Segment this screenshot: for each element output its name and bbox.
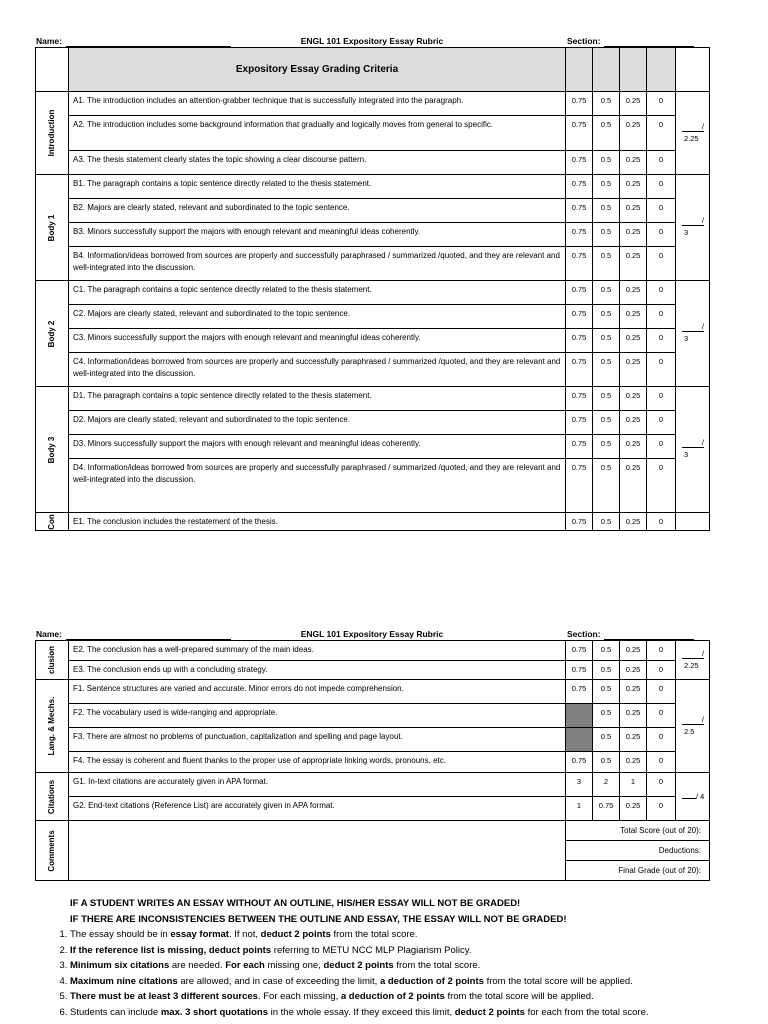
- section-label: Citations: [47, 779, 56, 814]
- score-option[interactable]: 0: [647, 305, 676, 329]
- score-option[interactable]: 0.25: [620, 752, 647, 773]
- deduction-rule: [70, 974, 750, 990]
- score-option[interactable]: 0.75: [566, 513, 593, 531]
- score-option[interactable]: 0.75: [566, 175, 593, 199]
- criterion-text: E2. The conclusion has a well-prepared summary of the main ideas.: [69, 641, 566, 661]
- table-row: [36, 305, 710, 329]
- table-row: [36, 329, 710, 353]
- score-option[interactable]: 0.25: [620, 281, 647, 305]
- score-option[interactable]: 0.25: [620, 305, 647, 329]
- score-option[interactable]: 0.25: [620, 175, 647, 199]
- score-option[interactable]: 0.25: [620, 151, 647, 175]
- section-total-max: 2.5: [684, 726, 695, 736]
- total-head-cell: [676, 48, 710, 92]
- criterion-text: A3. The thesis statement clearly states the topic showing a clear discourse pattern.: [69, 151, 566, 175]
- score-option[interactable]: 0.75: [566, 151, 593, 175]
- rule-text: Maximum nine citations: [70, 975, 178, 987]
- score-option[interactable]: 0: [647, 223, 676, 247]
- name-label: Name:: [36, 36, 62, 46]
- score-option[interactable]: 0.75: [566, 411, 593, 435]
- table-row: [36, 387, 710, 411]
- score-option[interactable]: 0: [647, 387, 676, 411]
- deduction-rule: [70, 989, 750, 1005]
- score-head-cell: [566, 48, 593, 92]
- section-total-max: / 4: [696, 792, 705, 801]
- section-label-cell: [36, 821, 69, 881]
- deductions-label: Deductions:: [566, 841, 710, 861]
- rule-text: deduct 2 points: [260, 929, 331, 940]
- criterion-text: F3. There are almost no problems of punctuation, capitalization and spelling and page layout.: [69, 728, 566, 752]
- comments-field[interactable]: [69, 821, 566, 881]
- section-total: [682, 791, 704, 803]
- criterion-text: A2. The introduction includes some background information that gradually and logically moves from general to specific.: [69, 116, 566, 151]
- section-total: [682, 122, 705, 145]
- name-label: Name:: [36, 629, 62, 639]
- section-label: Lang. & Mechs.: [47, 696, 56, 756]
- section-label-cell: [36, 773, 69, 821]
- section-total: [682, 322, 705, 345]
- section-label: Introduction: [47, 109, 56, 157]
- inconsistency-warning: IF THERE ARE INCONSISTENCIES BETWEEN THE OUTLINE AND ESSAY, THE ESSAY WILL NOT BE GRADED!: [70, 913, 567, 925]
- score-option[interactable]: 0: [647, 435, 676, 459]
- score-option[interactable]: 0: [647, 728, 676, 752]
- rule-text: a deduction of 2 points: [340, 991, 445, 1002]
- score-option[interactable]: 0: [647, 175, 676, 199]
- criterion-text: C2. Majors are clearly stated, relevant and subordinated to the topic sentence.: [69, 305, 566, 329]
- score-option[interactable]: 0.75: [566, 752, 593, 773]
- score-option[interactable]: 0.25: [620, 704, 647, 728]
- score-option[interactable]: 0.75: [566, 353, 593, 387]
- blank-line: /: [682, 715, 704, 725]
- rule-text: Students can include: [70, 1006, 161, 1018]
- section-total: [682, 715, 705, 738]
- score-option[interactable]: 0.25: [620, 247, 647, 281]
- blank-line: /: [682, 649, 704, 659]
- score-option[interactable]: 0: [647, 797, 676, 821]
- table-row: [36, 728, 710, 752]
- criterion-text: B2. Majors are clearly stated, relevant and subordinated to the topic sentence.: [69, 199, 566, 223]
- rule-text: a deduction of 2 points: [379, 975, 484, 987]
- criterion-text: D3. Minors successfully support the majors with enough relevant and meaningful ideas coherently.: [69, 435, 566, 459]
- blank-line: /: [682, 216, 704, 226]
- score-option[interactable]: 0: [647, 459, 676, 513]
- score-option[interactable]: 2: [593, 773, 620, 797]
- table-row: [36, 151, 710, 175]
- criterion-text: E1. The conclusion includes the restatement of the thesis.: [69, 513, 566, 531]
- score-option[interactable]: 0.5: [593, 435, 620, 459]
- section-total-cell[interactable]: [676, 281, 710, 387]
- table-row: [36, 116, 710, 151]
- criterion-text: F1. Sentence structures are varied and accurate. Minor errors do not impede comprehension.: [69, 680, 566, 704]
- criterion-text: D1. The paragraph contains a topic sentence directly related to the thesis statement.: [69, 387, 566, 411]
- rubric-table-page1: [35, 47, 710, 531]
- rule-text: from the total score.: [330, 929, 418, 940]
- table-row: [36, 459, 710, 513]
- rule-text: referring to METU NCC MLP Plagiarism Policy.: [271, 944, 472, 956]
- section-total-cell[interactable]: [676, 513, 710, 531]
- rule-text: in the whole essay. If they exceed this limit,: [268, 1006, 455, 1018]
- score-option[interactable]: 0.5: [593, 728, 620, 752]
- rule-text: The essay should be in: [70, 929, 171, 940]
- score-option[interactable]: 3: [566, 773, 593, 797]
- deduction-rules-list: [50, 927, 750, 1020]
- final-grade-label: Final Grade (out of 20):: [566, 861, 710, 881]
- section-total-max: 2.25: [684, 133, 699, 143]
- score-option[interactable]: 0.5: [593, 116, 620, 151]
- score-option[interactable]: 0.75: [566, 92, 593, 116]
- score-option[interactable]: 0.75: [566, 281, 593, 305]
- score-option[interactable]: 0.5: [593, 223, 620, 247]
- table-row: [36, 175, 710, 199]
- section-total-cell[interactable]: [676, 680, 710, 773]
- score-option[interactable]: 0.5: [593, 199, 620, 223]
- score-option[interactable]: 0.5: [593, 281, 620, 305]
- section-label-cell: [36, 92, 69, 175]
- score-option[interactable]: 0.5: [593, 329, 620, 353]
- table-row: [36, 435, 710, 459]
- score-option[interactable]: 0: [647, 773, 676, 797]
- score-option[interactable]: 0.75: [566, 223, 593, 247]
- score-option[interactable]: 0.5: [593, 459, 620, 513]
- table-row: [36, 411, 710, 435]
- corner-cell: [36, 48, 69, 92]
- score-option[interactable]: 0.75: [566, 680, 593, 704]
- table-row: [36, 704, 710, 728]
- section-label: Section:: [567, 36, 601, 46]
- score-cell-disabled: [566, 728, 593, 752]
- score-option[interactable]: 0.75: [566, 305, 593, 329]
- score-option[interactable]: 0.5: [593, 641, 620, 661]
- criterion-text: F4. The essay is coherent and fluent thanks to the proper use of appropriate linking words, pronouns, etc.: [69, 752, 566, 773]
- score-head-cell: [593, 48, 620, 92]
- section-total-max: 3: [684, 334, 689, 343]
- criterion-text: F2. The vocabulary used is wide-ranging and appropriate.: [69, 704, 566, 728]
- rule-text: Minimum six citations: [70, 960, 170, 971]
- score-option[interactable]: 0: [647, 661, 676, 680]
- rule-text: max. 3 short quotations: [160, 1006, 268, 1018]
- criterion-text: B4. Information/ideas borrowed from sources are properly and successfully paraphrased / summarized /quoted, and they are relevant and well-integrated into the discussion.: [69, 247, 566, 281]
- score-option[interactable]: 0.75: [566, 459, 593, 513]
- score-option[interactable]: 0.25: [620, 728, 647, 752]
- rubric-title: ENGL 101 Expository Essay Rubric: [300, 629, 444, 639]
- score-option[interactable]: 0.25: [620, 116, 647, 151]
- score-option[interactable]: 0: [647, 281, 676, 305]
- score-option[interactable]: 0.5: [593, 247, 620, 281]
- score-option[interactable]: 0.5: [593, 175, 620, 199]
- criterion-text: C4. Information/ideas borrowed from sources are properly and successfully paraphrased / summarized /quoted, and they are relevant and well-integrated into the discussion.: [69, 353, 566, 387]
- section-total-cell[interactable]: [676, 641, 710, 680]
- score-option[interactable]: 0.75: [566, 329, 593, 353]
- score-option[interactable]: 0.5: [593, 151, 620, 175]
- table-row: [36, 199, 710, 223]
- summary-row: [36, 821, 710, 841]
- criterion-text: B3. Minors successfully support the majors with enough relevant and meaningful ideas coherently.: [69, 223, 566, 247]
- section-total: [682, 438, 705, 461]
- score-option[interactable]: 0.5: [593, 387, 620, 411]
- section-total-cell[interactable]: [676, 175, 710, 281]
- section-total-max: 3: [684, 450, 689, 459]
- grading-notes: [50, 896, 750, 1020]
- section-total-cell[interactable]: [676, 92, 710, 175]
- score-option[interactable]: 0.25: [620, 92, 647, 116]
- table-row: [36, 353, 710, 387]
- outline-warning: IF A STUDENT WRITES AN ESSAY WITHOUT AN OUTLINE, HIS/HER ESSAY WILL NOT BE GRADED!: [70, 898, 521, 909]
- score-option[interactable]: 0: [647, 680, 676, 704]
- score-option[interactable]: 0.75: [566, 199, 593, 223]
- rule-text: . If not,: [228, 929, 261, 940]
- total-score-label: Total Score (out of 20):: [566, 821, 710, 841]
- score-option[interactable]: 0.25: [620, 797, 647, 821]
- score-option[interactable]: 0: [647, 513, 676, 531]
- score-option[interactable]: 0: [647, 116, 676, 151]
- blank-line: [682, 798, 696, 799]
- criterion-text: B1. The paragraph contains a topic sentence directly related to the thesis statement.: [69, 175, 566, 199]
- score-option[interactable]: 0: [647, 353, 676, 387]
- table-row: [36, 281, 710, 305]
- score-option[interactable]: 0.5: [593, 411, 620, 435]
- rule-text: are needed.: [169, 960, 226, 971]
- score-option[interactable]: 0.5: [593, 92, 620, 116]
- score-option[interactable]: 0: [647, 329, 676, 353]
- score-option[interactable]: 0.25: [620, 435, 647, 459]
- score-option[interactable]: 0: [647, 752, 676, 773]
- rule-text: There must be at least 3 different sources: [70, 991, 258, 1002]
- section-label: Body 3: [47, 436, 56, 463]
- table-row: [36, 752, 710, 773]
- criterion-text: E3. The conclusion ends up with a concluding strategy.: [69, 661, 566, 680]
- table-row: [36, 680, 710, 704]
- table-row: [36, 773, 710, 797]
- table-row: [36, 797, 710, 821]
- score-option[interactable]: 0.25: [620, 199, 647, 223]
- rule-text: are allowed, and in case of exceeding the limit,: [177, 975, 380, 987]
- score-option[interactable]: 0: [647, 151, 676, 175]
- section-label: Con: [47, 513, 56, 530]
- section-label: Body 1: [47, 214, 56, 241]
- section-label: Body 2: [47, 320, 56, 347]
- blank-line: /: [682, 322, 704, 332]
- score-option[interactable]: 0.5: [593, 513, 620, 531]
- section-label-cell: [36, 281, 69, 387]
- table-row: [36, 513, 710, 531]
- deduction-rule: [70, 927, 750, 943]
- section-label-cell: [36, 513, 69, 531]
- score-option[interactable]: 0.5: [593, 661, 620, 680]
- criterion-text: C1. The paragraph contains a topic sentence directly related to the thesis statement.: [69, 281, 566, 305]
- section-total-max: 2.25: [684, 660, 699, 670]
- score-option[interactable]: 0.5: [593, 353, 620, 387]
- rule-text: from the total score will be applied.: [483, 975, 633, 987]
- section-total: [682, 649, 705, 672]
- rule-text: deduct 2 points: [454, 1006, 525, 1018]
- score-option[interactable]: 0.25: [620, 353, 647, 387]
- score-head-cell: [620, 48, 647, 92]
- criterion-text: D4. Information/ideas borrowed from sources are properly and successfully paraphrased / summarized /quoted, and they are relevant and well-integrated into the discussion.: [69, 459, 566, 513]
- section-total: [682, 216, 705, 239]
- rule-text: If the reference list is missing, deduct points: [70, 944, 272, 956]
- deduction-rule: [70, 1005, 750, 1021]
- score-option[interactable]: 0.5: [593, 305, 620, 329]
- criterion-text: D2. Majors are clearly stated, relevant and subordinated to the topic sentence.: [69, 411, 566, 435]
- criterion-text: G1. In-text citations are accurately given in APA format.: [69, 773, 566, 797]
- blank-line: /: [682, 438, 704, 448]
- rule-text: from the total score will be applied.: [444, 991, 594, 1002]
- score-option[interactable]: 0.25: [620, 680, 647, 704]
- score-option[interactable]: 0.5: [593, 680, 620, 704]
- rubric-table-page2: [35, 640, 710, 881]
- score-option[interactable]: 0.75: [566, 116, 593, 151]
- score-option[interactable]: 1: [566, 797, 593, 821]
- table-row: [36, 661, 710, 680]
- score-option[interactable]: 0: [647, 704, 676, 728]
- section-total-cell[interactable]: [676, 773, 710, 821]
- score-option[interactable]: 0.25: [620, 387, 647, 411]
- rule-text: for each from the total score.: [524, 1006, 649, 1018]
- score-option[interactable]: 0.25: [620, 411, 647, 435]
- score-option[interactable]: 0.25: [620, 459, 647, 513]
- score-option[interactable]: 0: [647, 411, 676, 435]
- score-option[interactable]: 0: [647, 641, 676, 661]
- score-option[interactable]: 0.25: [620, 329, 647, 353]
- score-option[interactable]: 0.75: [593, 797, 620, 821]
- score-option[interactable]: 0.25: [620, 641, 647, 661]
- score-option[interactable]: 0.75: [566, 247, 593, 281]
- section-label-cell: [36, 680, 69, 773]
- score-option[interactable]: 0.25: [620, 513, 647, 531]
- rule-text: . For each missing,: [257, 991, 341, 1002]
- deduction-rule: [70, 958, 750, 974]
- score-option[interactable]: 0.75: [566, 387, 593, 411]
- score-option[interactable]: 0.25: [620, 661, 647, 680]
- score-option[interactable]: 0.75: [566, 435, 593, 459]
- rule-text: For each: [225, 960, 265, 971]
- rule-text: essay format: [170, 929, 229, 940]
- section-label-cell: [36, 175, 69, 281]
- comments-label: Comments: [47, 829, 56, 872]
- score-option[interactable]: 0.75: [566, 641, 593, 661]
- score-option[interactable]: 0.75: [566, 661, 593, 680]
- criterion-text: G2. End-text citations (Reference List) are accurately given in APA format.: [69, 797, 566, 821]
- score-cell-disabled: [566, 704, 593, 728]
- rule-text: deduct 2 points: [323, 960, 394, 971]
- score-head-cell: [647, 48, 676, 92]
- rule-text: missing one,: [264, 960, 324, 971]
- table-row: [36, 641, 710, 661]
- section-label: Section:: [567, 629, 601, 639]
- criteria-heading: Expository Essay Grading Criteria: [69, 48, 566, 92]
- score-option[interactable]: 0.5: [593, 704, 620, 728]
- criterion-text: C3. Minors successfully support the majors with enough relevant and meaningful ideas coherently.: [69, 329, 566, 353]
- table-row: [36, 247, 710, 281]
- score-option[interactable]: 1: [620, 773, 647, 797]
- rule-text: from the total score.: [393, 960, 481, 971]
- score-option[interactable]: 0: [647, 199, 676, 223]
- section-label-cell: [36, 387, 69, 513]
- table-row: [36, 92, 710, 116]
- score-option[interactable]: 0: [647, 92, 676, 116]
- blank-line: /: [682, 122, 704, 132]
- section-total-cell[interactable]: [676, 387, 710, 513]
- score-option[interactable]: 0: [647, 247, 676, 281]
- section-total-max: 3: [684, 228, 689, 237]
- section-label: clusion: [47, 645, 56, 675]
- table-row: [36, 223, 710, 247]
- criterion-text: A1. The introduction includes an attention-grabber technique that is successfully integrated into the paragraph.: [69, 92, 566, 116]
- section-label-cell: [36, 641, 69, 680]
- score-option[interactable]: 0.5: [593, 752, 620, 773]
- deduction-rule: [70, 943, 750, 959]
- score-option[interactable]: 0.25: [620, 223, 647, 247]
- rubric-title: ENGL 101 Expository Essay Rubric: [300, 36, 444, 46]
